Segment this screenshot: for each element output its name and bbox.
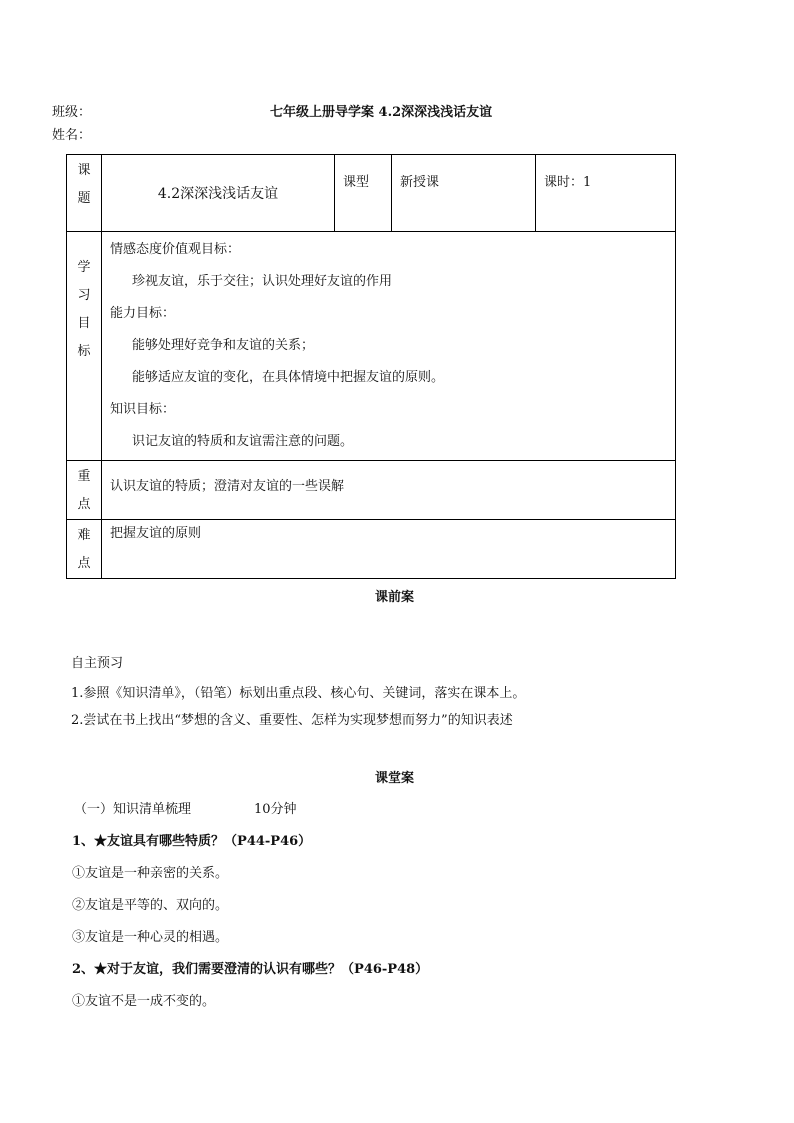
question-1: 1、★友谊具有哪些特质？（P44-P46） [72, 834, 312, 849]
question-2: 2、★对于友谊，我们需要澄清的认识有哪些？（P46-P48） [72, 962, 429, 977]
section-1-heading: （一）知识清单梳理 [74, 802, 192, 817]
question-1-answer-3: ③友谊是一种心灵的相遇。 [72, 930, 229, 945]
topic-value: 4.2深深浅浅话友谊 [102, 155, 335, 232]
page-title: 七年级上册导学案 4.2深深浅浅话友谊 [270, 105, 493, 120]
key-points-label: 重 点 [67, 461, 102, 520]
topic-label: 课 题 [67, 155, 102, 232]
ability-goal-item-1: 能够处理好竞争和友谊的关系； [132, 338, 315, 353]
lesson-info-table [66, 154, 676, 579]
difficult-points-value: 把握友谊的原则 [102, 520, 676, 579]
question-1-answer-2: ②友谊是平等的、双向的。 [72, 898, 229, 913]
class-label: 班级： [52, 105, 92, 120]
question-1-answer-1: ①友谊是一种亲密的关系。 [72, 866, 229, 881]
knowledge-goal-heading: 知识目标： [110, 402, 176, 417]
key-points-row [67, 461, 676, 520]
type-value: 新授课 [392, 155, 536, 232]
difficult-points-row [67, 520, 676, 579]
emotion-goal-item: 珍视友谊，乐于交往；认识处理好友谊的作用 [132, 274, 393, 289]
topic-row [67, 155, 676, 232]
preclass-subtitle: 自主预习 [71, 656, 124, 671]
difficult-points-label: 难 点 [67, 520, 102, 579]
hours-value: 课时：1 [536, 155, 676, 232]
preclass-title: 课前案 [375, 590, 415, 605]
ability-goal-heading: 能力目标： [110, 306, 176, 321]
goals-content [102, 232, 676, 461]
emotion-goal-heading: 情感态度价值观目标： [110, 242, 241, 257]
goals-label: 学 习 目 标 [67, 232, 102, 461]
section-1-time: 10分钟 [254, 802, 297, 817]
preclass-item-1: 1.参照《知识清单》，（铅笔）标划出重点段、核心句、关键词，落实在课本上。 [71, 686, 526, 701]
ability-goal-item-2: 能够适应友谊的变化，在具体情境中把握友谊的原则。 [132, 370, 445, 385]
type-label: 课型 [335, 155, 392, 232]
preclass-item-2: 2.尝试在书上找出“梦想的含义、重要性、怎样为实现梦想而努力”的知识表述 [71, 713, 513, 728]
question-2-answer-1: ①友谊不是一成不变的。 [72, 994, 216, 1009]
inclass-title: 课堂案 [375, 771, 415, 786]
knowledge-goal-item: 识记友谊的特质和友谊需注意的问题。 [132, 434, 354, 449]
goals-row [67, 232, 676, 461]
key-points-value: 认识友谊的特质；澄清对友谊的一些误解 [102, 461, 676, 520]
name-label: 姓名： [52, 128, 92, 143]
